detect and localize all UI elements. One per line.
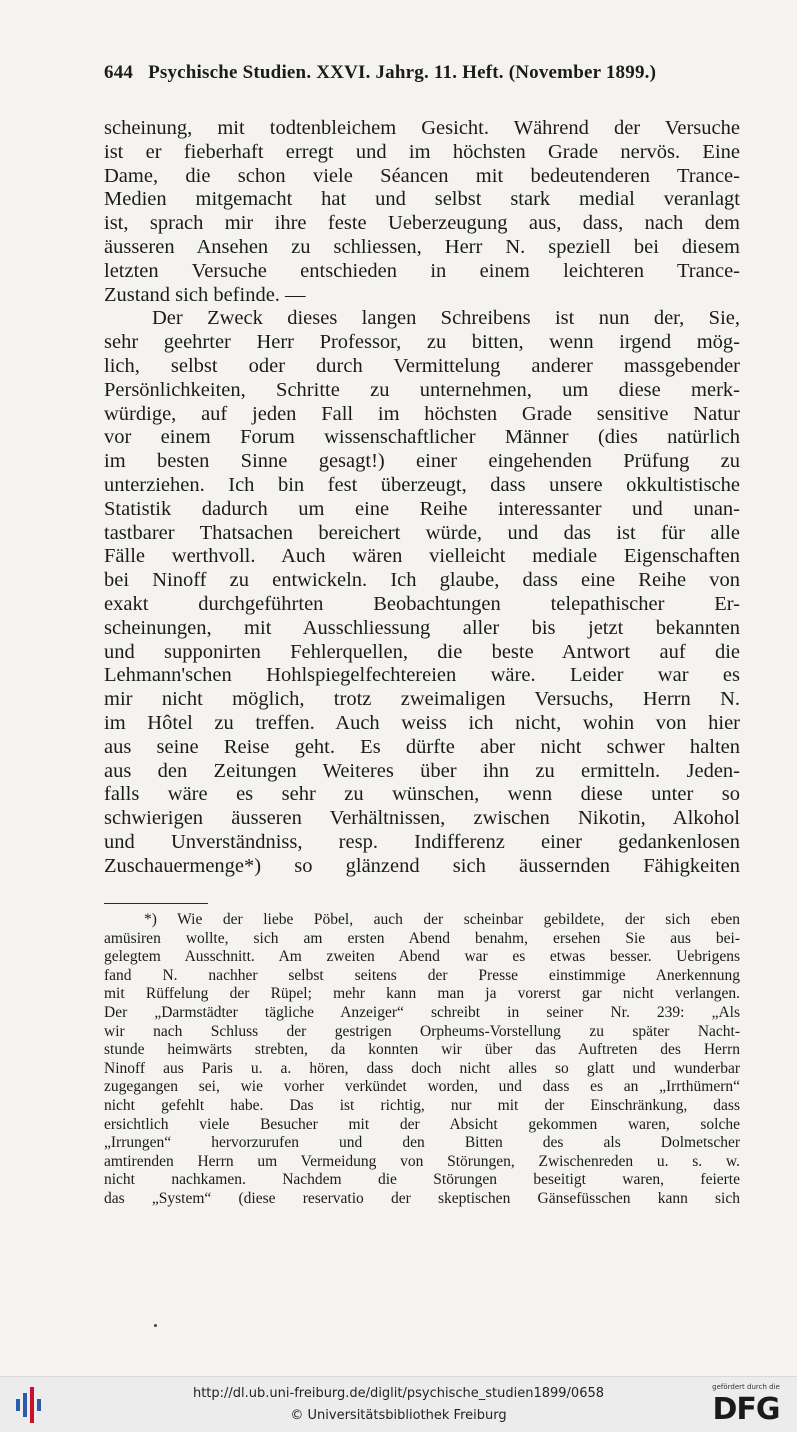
footnote-line: nicht gefehlt habe. Das ist richtig, nur mit der Einschränkung, dass xyxy=(104,1096,740,1114)
permalink-url[interactable]: http://dl.ub.uni-freiburg.de/diglit/psychische_studien1899/0658 xyxy=(192,1386,605,1401)
page-number: 644 xyxy=(104,62,134,83)
dfg-logo xyxy=(702,1383,790,1429)
text-line: aus seine Reise geht. Es dürfte aber nicht schwer halten xyxy=(104,735,740,758)
text-line: unterziehen. Ich bin fest überzeugt, dass unsere okkultistische xyxy=(104,473,740,496)
dfg-caption: gefördert durch die xyxy=(712,1383,780,1391)
text-line: Zuschauermenge*) so glänzend sich äussernden Fähigkeiten xyxy=(104,854,740,877)
footnote-line: stunde heimwärts strebten, da konnten wir über das Auftreten des Herrn xyxy=(104,1041,740,1059)
footnote-line: fand N. nachher selbst seitens der Presse einstimmige Anerkennung xyxy=(104,966,740,984)
footnote-line: nicht nachkamen. Nachdem die Störungen beseitigt waren, feierte xyxy=(104,1171,740,1189)
text-line: Der Zweck dieses langen Schreibens ist nun der, Sie, xyxy=(152,307,740,330)
text-line: äusseren Ansehen zu schliessen, Herr N. speziell bei diesem xyxy=(104,235,740,258)
text-line: Medien mitgemacht hat und selbst stark medial veranlagt xyxy=(104,188,740,211)
footnote-line: Ninoff aus Paris u. a. hören, dass doch nicht alles so glatt und wunderbar xyxy=(104,1059,740,1077)
text-line: falls wäre es sehr zu wünschen, wenn diese unter so xyxy=(104,783,740,806)
text-line: Fälle werthvoll. Auch wären vielleicht mediale Eigenschaften xyxy=(104,545,740,568)
running-header xyxy=(104,62,740,84)
text-line: lich, selbst oder durch Vermittelung anderer massgebender xyxy=(104,354,740,377)
text-line: mir nicht möglich, trotz zweimaligen Versuchs, Herrn N. xyxy=(104,688,740,711)
footnote-line: „Irrungen“ hervorzurufen und den Bitten des als Dolmetscher xyxy=(104,1134,740,1152)
text-line: scheinung, mit todtenbleichem Gesicht. Während der Versuche xyxy=(104,117,740,139)
text-line: und Unverständniss, resp. Indifferenz einer gedankenlosen xyxy=(104,830,740,853)
text-line: sehr geehrter Herr Professor, zu bitten, wenn irgend mög- xyxy=(104,331,740,354)
footnote xyxy=(104,911,740,1209)
footnote-line: ersichtlich viele Besucher mit der Absicht gekommen waren, solche xyxy=(104,1115,740,1133)
footnote-line: mit Rüffelung der Rüpel; mehr kann man ja vorerst gar nicht verlangen. xyxy=(104,985,740,1003)
copyright-notice: © Universitätsbibliothek Freiburg xyxy=(290,1408,507,1423)
text-line: tastbarer Thatsachen bereichert würde, und das ist für alle xyxy=(104,521,740,544)
text-line: Lehmann'schen Hohlspiegelfechtereien wäre. Leider war es xyxy=(104,664,740,687)
footnote-line: zugegangen sei, wie vorher verkündet worden, und dass es an „Irrthümern“ xyxy=(104,1078,740,1096)
text-line: ist, sprach mir ihre feste Ueberzeugung aus, dass, nach dem xyxy=(104,212,740,235)
footnote-line: Der „Darmstädter tägliche Anzeiger“ schreibt in seiner Nr. 239: „Als xyxy=(104,1003,740,1021)
dfg-logo-text: DFG xyxy=(712,1392,780,1427)
main-text xyxy=(104,117,740,879)
text-line: im besten Sinne gesagt!) einer eingehenden Prüfung zu xyxy=(104,450,740,473)
footnote-line: *) Wie der liebe Pöbel, auch der scheinbar gebildete, der sich eben xyxy=(144,911,740,928)
text-line: schwierigen äusseren Verhältnissen, zwischen Nikotin, Alkohol xyxy=(104,807,740,830)
footnote-line: gelegtem Ausschnitt. Am zweiten Abend war es etwas besser. Uebrigens xyxy=(104,948,740,966)
text-line: würdige, auf jeden Fall im höchsten Grade sensitive Natur xyxy=(104,402,740,425)
running-title: Psychische Studien. XXVI. Jahrg. 11. Heft. (November 1899.) xyxy=(148,62,657,83)
footnote-divider xyxy=(104,903,208,904)
text-line: vor einem Forum wissenschaftlicher Männer (dies natürlich xyxy=(104,426,740,449)
ink-speck xyxy=(154,1324,157,1327)
text-line: im Hôtel zu treffen. Auch weiss ich nicht, wohin von hier xyxy=(104,711,740,734)
text-line: scheinungen, mit Ausschliessung aller bis jetzt bekannten xyxy=(104,616,740,639)
text-line: letzten Versuche entschieden in einem leichteren Trance- xyxy=(104,259,740,282)
text-line: aus den Zeitungen Weiteres über ihn zu ermitteln. Jeden- xyxy=(104,759,740,782)
footnote-line: amüsiren wollte, sich am ersten Abend benahm, ersehen Sie aus bei- xyxy=(104,929,740,947)
footnote-line: das „System“ (diese reservatio der skeptischen Gänsefüsschen kann sich xyxy=(104,1189,740,1207)
text-line: bei Ninoff zu entwickeln. Ich glaube, dass eine Reihe von xyxy=(104,569,740,592)
footnote-line: amtirenden Herrn um Vermeidung von Störungen, Zwischenreden u. s. w. xyxy=(104,1152,740,1170)
text-line: und supponirten Fehlerquellen, die beste Antwort auf die xyxy=(104,640,740,663)
text-line: Zustand sich befinde. — xyxy=(104,283,306,306)
text-line: Dame, die schon viele Séancen mit bedeutenderen Trance- xyxy=(104,164,740,187)
text-line: exakt durchgeführten Beobachtungen telepathischer Er- xyxy=(104,592,740,615)
text-line: Statistik dadurch um eine Reihe interessanter und unan- xyxy=(104,497,740,520)
text-line: ist er fieberhaft erregt und im höchsten Grade nervös. Eine xyxy=(104,140,740,163)
text-line: Persönlichkeiten, Schritte zu unternehmen, um diese merk- xyxy=(104,378,740,401)
viewer-footer-bar xyxy=(0,1376,797,1432)
footnote-line: wir nach Schluss der gestrigen Orpheums-Vorstellung zu später Nacht- xyxy=(104,1022,740,1040)
